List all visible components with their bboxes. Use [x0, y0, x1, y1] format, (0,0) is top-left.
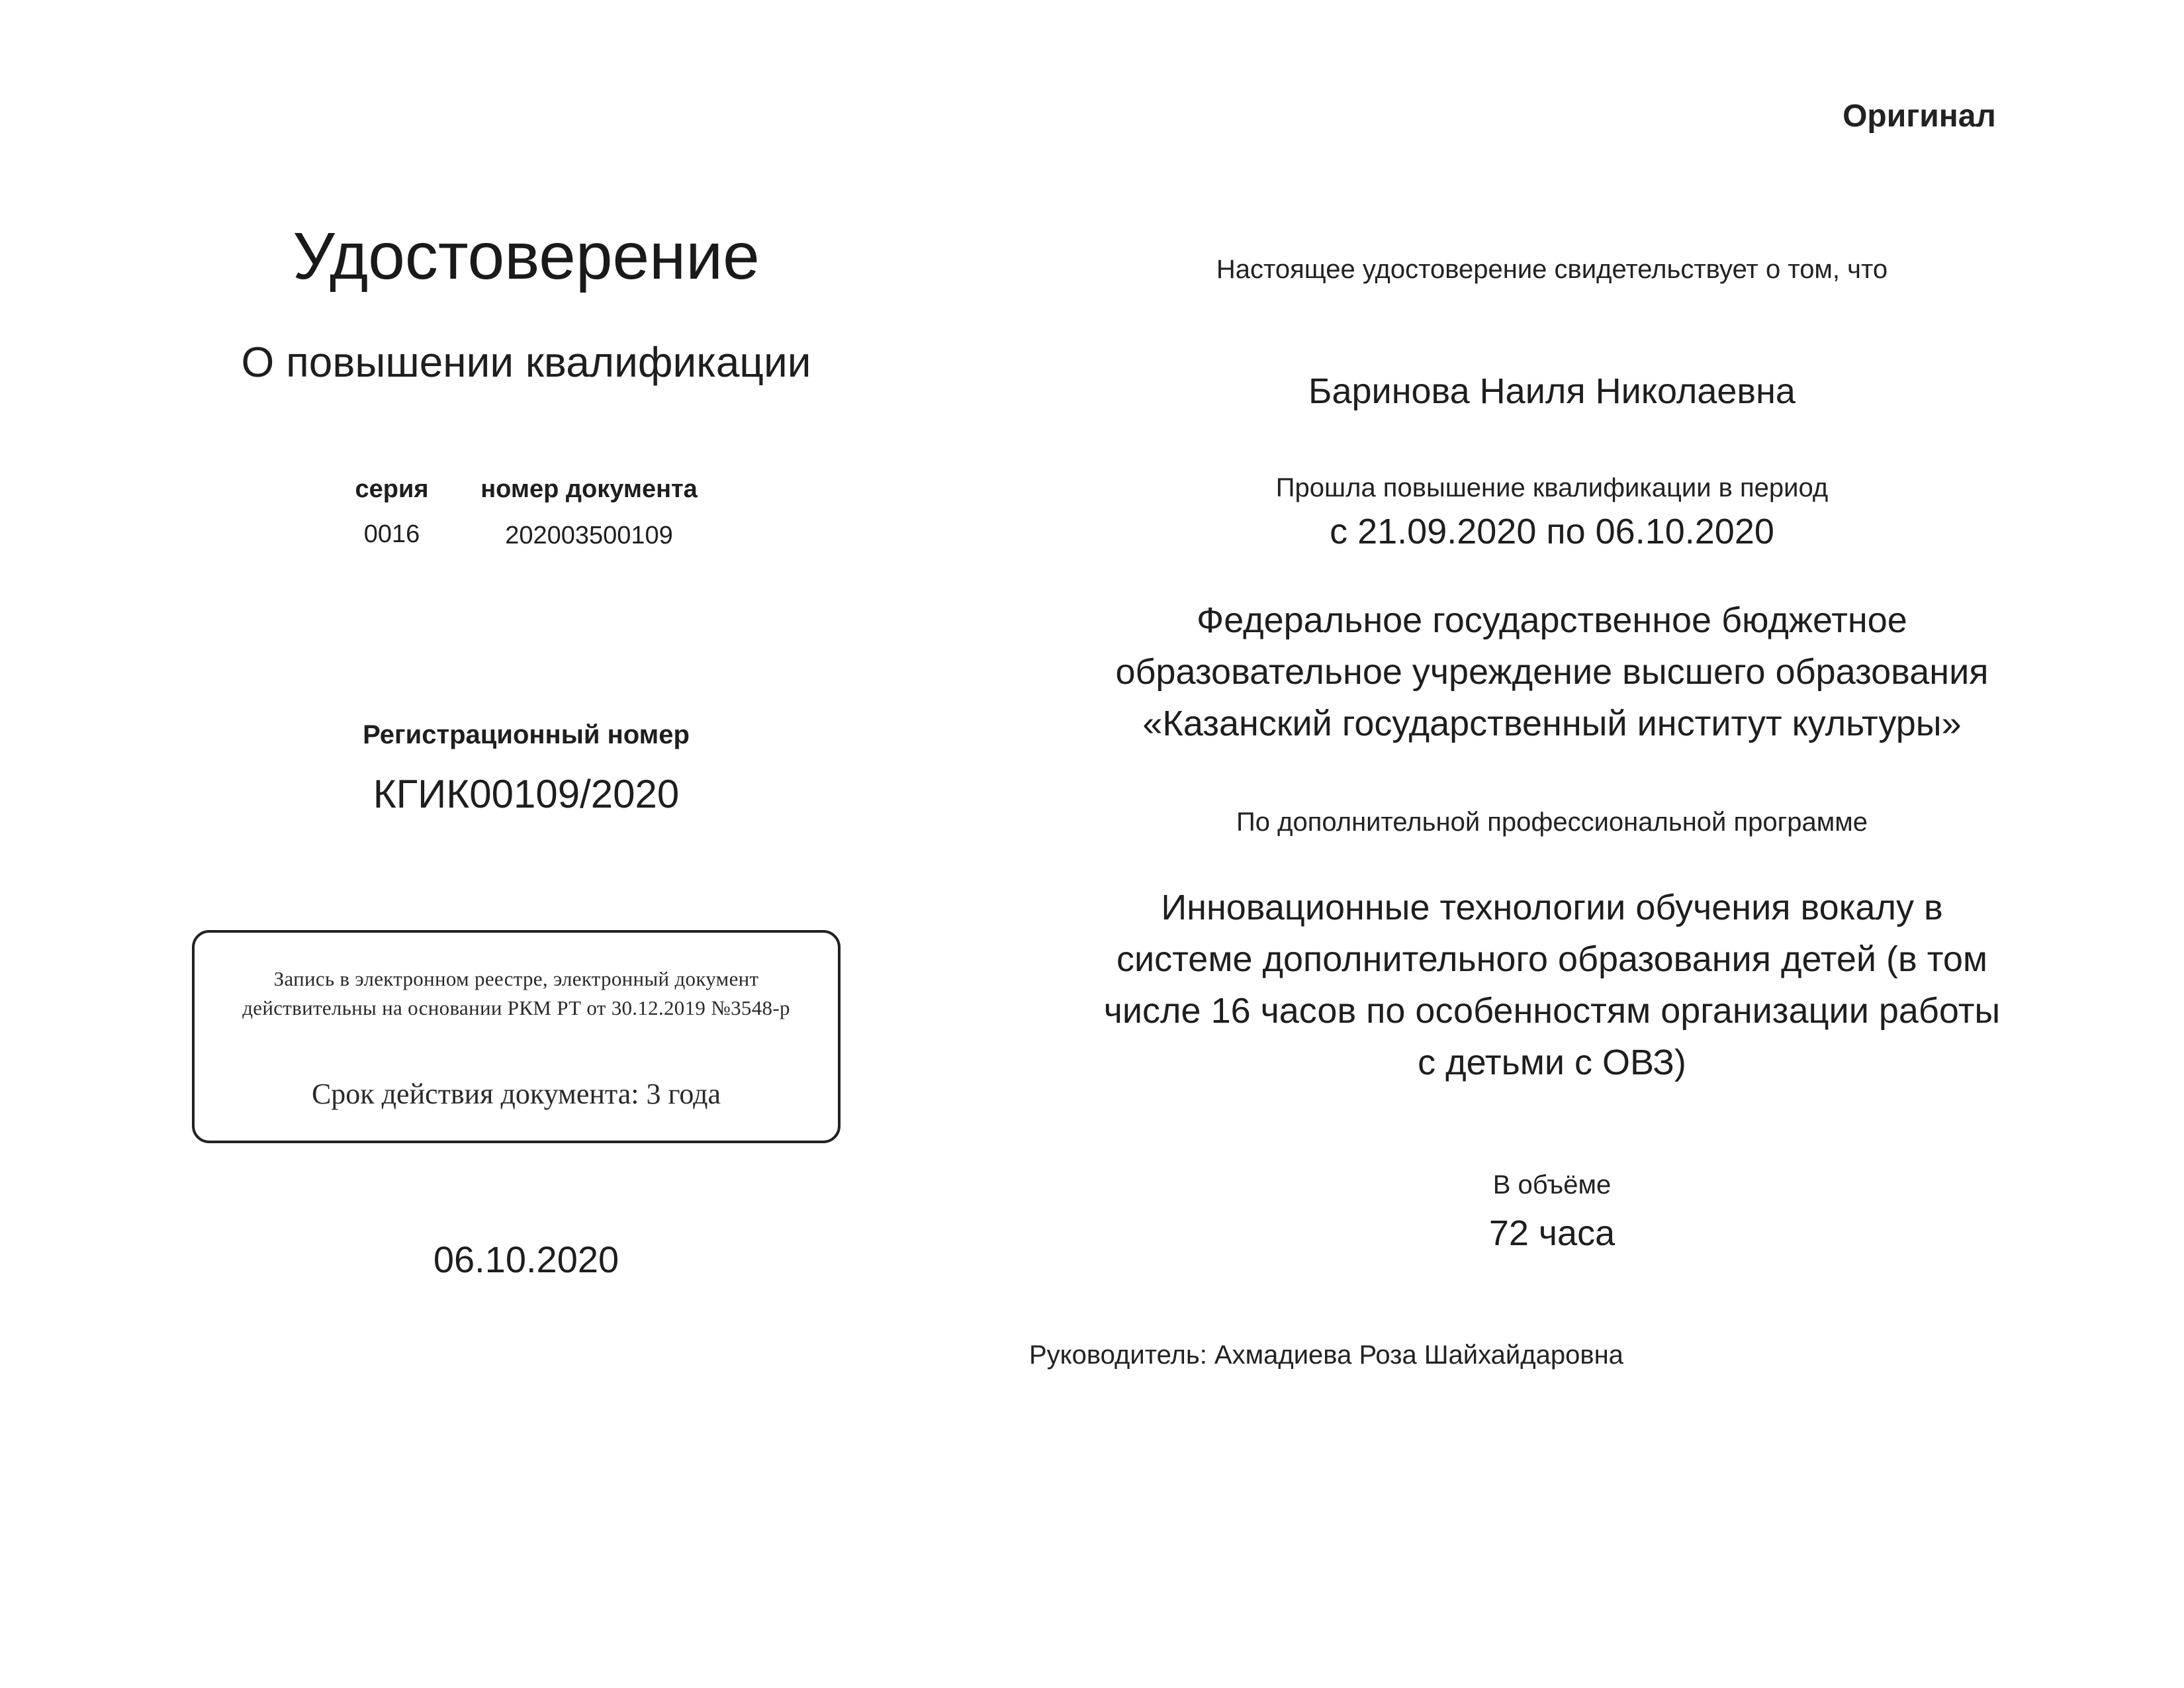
series-label: серия — [355, 475, 429, 503]
issue-date: 06.10.2020 — [433, 1239, 619, 1280]
registry-stamp — [192, 930, 841, 1143]
period-value: с 21.09.2020 по 06.10.2020 — [1330, 512, 1774, 551]
registration-number-value: КГИК00109/2020 — [373, 772, 680, 816]
series-value: 0016 — [363, 520, 420, 548]
stamp-line-validity: Срок действия документа: 3 года — [311, 1078, 721, 1110]
certificate-intro: Настоящее удостоверение свидетельствует о том, что — [1216, 255, 1888, 284]
document-number-label: номер документа — [480, 475, 698, 503]
program-line: с детьми с ОВЗ) — [1418, 1043, 1686, 1082]
registration-number-label: Регистрационный номер — [363, 720, 690, 749]
stamp-line-registry: Запись в электронном реестре, электронный документ — [273, 967, 759, 990]
program-line: Инновационные технологии обучения вокалу в — [1161, 888, 1943, 927]
recipient-name: Баринова Наиля Николаевна — [1308, 371, 1796, 411]
document-subtitle: О повышении квалификации — [241, 338, 811, 386]
head-signature-line: Руководитель: Ахмадиева Роза Шайхайдаровна — [1029, 1340, 1623, 1370]
document-number-value: 202003500109 — [505, 522, 673, 549]
document-title: Удостоверение — [293, 219, 760, 293]
organization-line: образовательное учреждение высшего образования — [1115, 652, 1989, 692]
organization-line: «Казанский государственный институт культуры» — [1142, 704, 1962, 743]
organization-name — [1019, 594, 2085, 749]
program-line: системе дополнительного образования детей (в том — [1116, 939, 1987, 979]
program-label: По дополнительной профессиональной программе — [1236, 808, 1868, 837]
organization-line: Федеральное государственное бюджетное — [1197, 600, 1907, 640]
volume-label: В объёме — [1492, 1170, 1612, 1199]
stamp-line-basis: действительны на основании РКМ РТ от 30.12.2019 №3548-р — [242, 996, 790, 1019]
period-label: Прошла повышение квалификации в период — [1275, 473, 1829, 502]
program-line: числе 16 часов по особенностям организации работы — [1103, 991, 2001, 1031]
volume-value: 72 часа — [1488, 1213, 1615, 1253]
program-title — [1019, 882, 2085, 1088]
original-mark: Оригинал — [1843, 99, 1996, 134]
